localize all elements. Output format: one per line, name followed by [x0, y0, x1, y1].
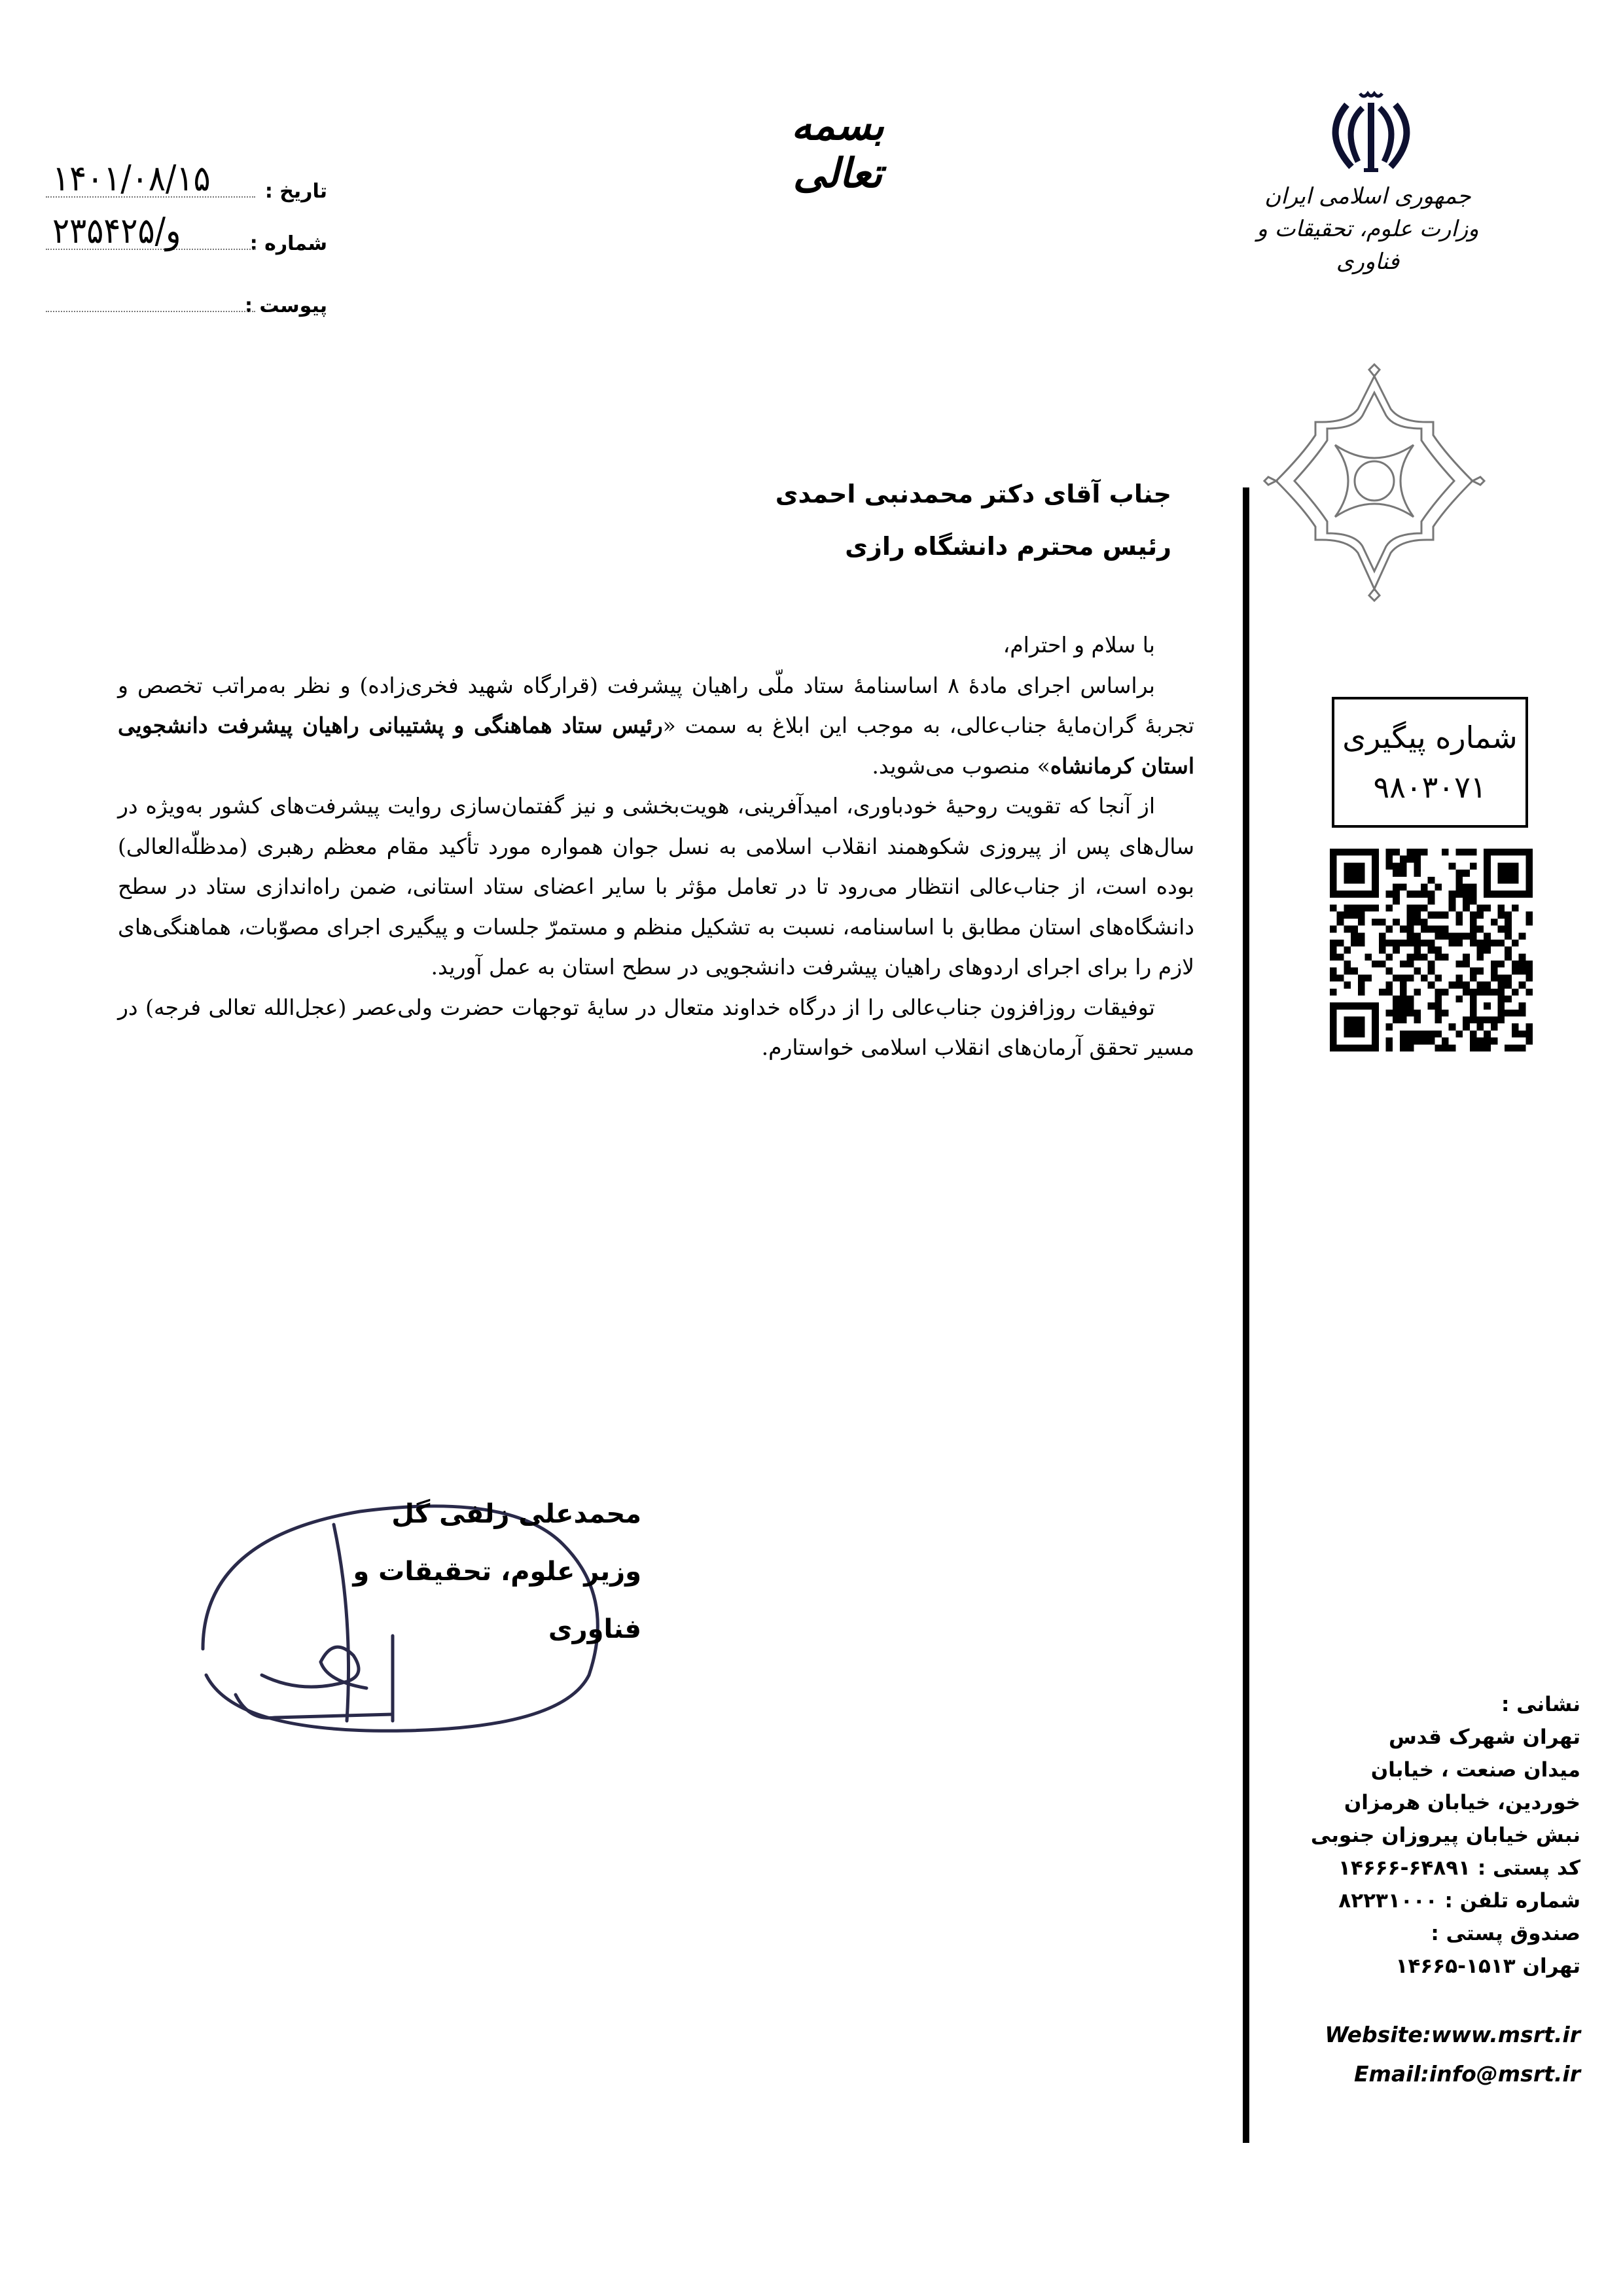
paragraph-appointment	[118, 665, 1194, 786]
basmala-heading: بسمه تعالی	[791, 101, 884, 197]
appointment-text-start: براساس اجرای مادهٔ ۸ اساسنامهٔ ستاد ملّی راهیان پیشرفت (قرارگاه شهید فخری‌زاده) و نظر به‌مراتب تخصص و تجربهٔ گران‌مایهٔ جناب‌عالی، به موجب این ابلاغ به سمت «	[118, 672, 1194, 738]
addressee-title: رئیس محترم دانشگاه رازی	[845, 532, 1171, 561]
attachment-label: پیوست :	[244, 294, 327, 317]
ministry-country: جمهوری اسلامی ایران	[1264, 183, 1471, 209]
paragraph-closing: توفیقات روزافزون جناب‌عالی را از درگاه خداوند متعال در سایهٔ توجهات حضرت ولی‌عصر (عجل‌الله تعالی فرجه) در مسیر تحقق آرمان‌های انقلاب اسلامی خواستارم.	[118, 994, 1194, 1060]
letter-number-field	[39, 209, 327, 255]
address-line: میدان صنعت ، خیابان	[1370, 1758, 1580, 1782]
vertical-divider	[1243, 487, 1249, 2143]
address-line: تهران شهرک قدس	[1388, 1725, 1580, 1749]
islamic-star-ornament-icon	[1250, 363, 1499, 605]
tracking-number-box	[1332, 697, 1528, 828]
ministry-address	[1283, 1688, 1580, 1983]
attachment-field	[39, 272, 327, 317]
tracking-value: ۹۸۰۳۰۷۱	[1373, 769, 1487, 805]
date-label: تاریخ :	[264, 180, 327, 203]
phone-number: شماره تلفن : ۸۲۲۳۱۰۰۰	[1338, 1889, 1580, 1913]
iran-emblem-icon	[1322, 88, 1420, 180]
ministry-title: وزارت علوم، تحقیقات و فناوری	[1257, 216, 1479, 275]
attachment-line	[46, 272, 255, 312]
addressee-name: جناب آقای دکتر محمدنبی احمدی	[775, 480, 1171, 508]
signer-name: محمدعلی زلفی گل	[391, 1499, 641, 1529]
addressee-block	[517, 468, 1171, 573]
po-box: تهران ۱۵۱۳-۱۴۶۶۵	[1395, 1954, 1580, 1978]
contact-info	[1283, 2015, 1580, 2094]
letter-number-value: ۲۳۵۴۲۵/و	[52, 210, 181, 251]
address-line: نبش خیابان پیروزان جنوبی	[1310, 1824, 1580, 1847]
signer-title: وزیر علوم، تحقیقات و فناوری	[353, 1557, 641, 1644]
po-box-label: صندوق پستی :	[1431, 1922, 1580, 1945]
greeting: با سلام و احترام،	[1003, 632, 1155, 658]
ministry-name	[1243, 180, 1492, 278]
postal-code: کد پستی : ۶۴۸۹۱-۱۴۶۶۶	[1338, 1856, 1580, 1880]
date-field	[39, 157, 327, 203]
date-value: ۱۴۰۱/۰۸/۱۵	[52, 158, 211, 199]
qr-code-icon[interactable]	[1330, 849, 1533, 1051]
letter-body	[118, 625, 1194, 1068]
appointment-position: رئیس ستاد هماهنگی و پشتیبانی راهیان پیشرفت دانشجویی استان کرمانشاه	[118, 713, 1194, 779]
website-link[interactable]: Website:www.msrt.ir	[1325, 2022, 1580, 2047]
signer-block	[301, 1485, 641, 1658]
tracking-label: شماره پیگیری	[1342, 720, 1518, 755]
address-line: خوردین، خیابان هرمزان	[1344, 1791, 1580, 1814]
address-label: نشانی :	[1501, 1693, 1580, 1716]
letter-number-label: شماره :	[249, 232, 327, 255]
letter-number-line	[46, 209, 255, 250]
date-line	[46, 157, 255, 198]
paragraph-expectations: از آنجا که تقویت روحیهٔ خودباوری، امیدآفرینی، هویت‌بخشی و نیز گفتمان‌سازی روایت پیشرفت‌های کشور به‌ویژه در سال‌های پس از پیروزی شکوهمند انقلاب اسلامی به نسل جوان همواره مورد تأکید مقام معظم رهبری (مدظلّه‌العالی) بوده است، از جناب‌عالی انتظار می‌رود تا در تعامل مؤثر با سایر اعضای ستاد استانی، ضمن راه‌اندازی ستاد در سطح دانشگاه‌های استان مطابق با اساسنامه، نسبت به تشکیل منظم و مستمرّ جلسات و پیگیری اجرای مصوّبات، هماهنگی‌های لازم را برای اجرای اردوهای راهیان پیشرفت دانشجویی در سطح استان به عمل آورید.	[118, 793, 1194, 980]
appointment-text-end: » منصوب می‌شوید.	[872, 752, 1050, 779]
email-link[interactable]: Email:info@msrt.ir	[1353, 2061, 1580, 2087]
